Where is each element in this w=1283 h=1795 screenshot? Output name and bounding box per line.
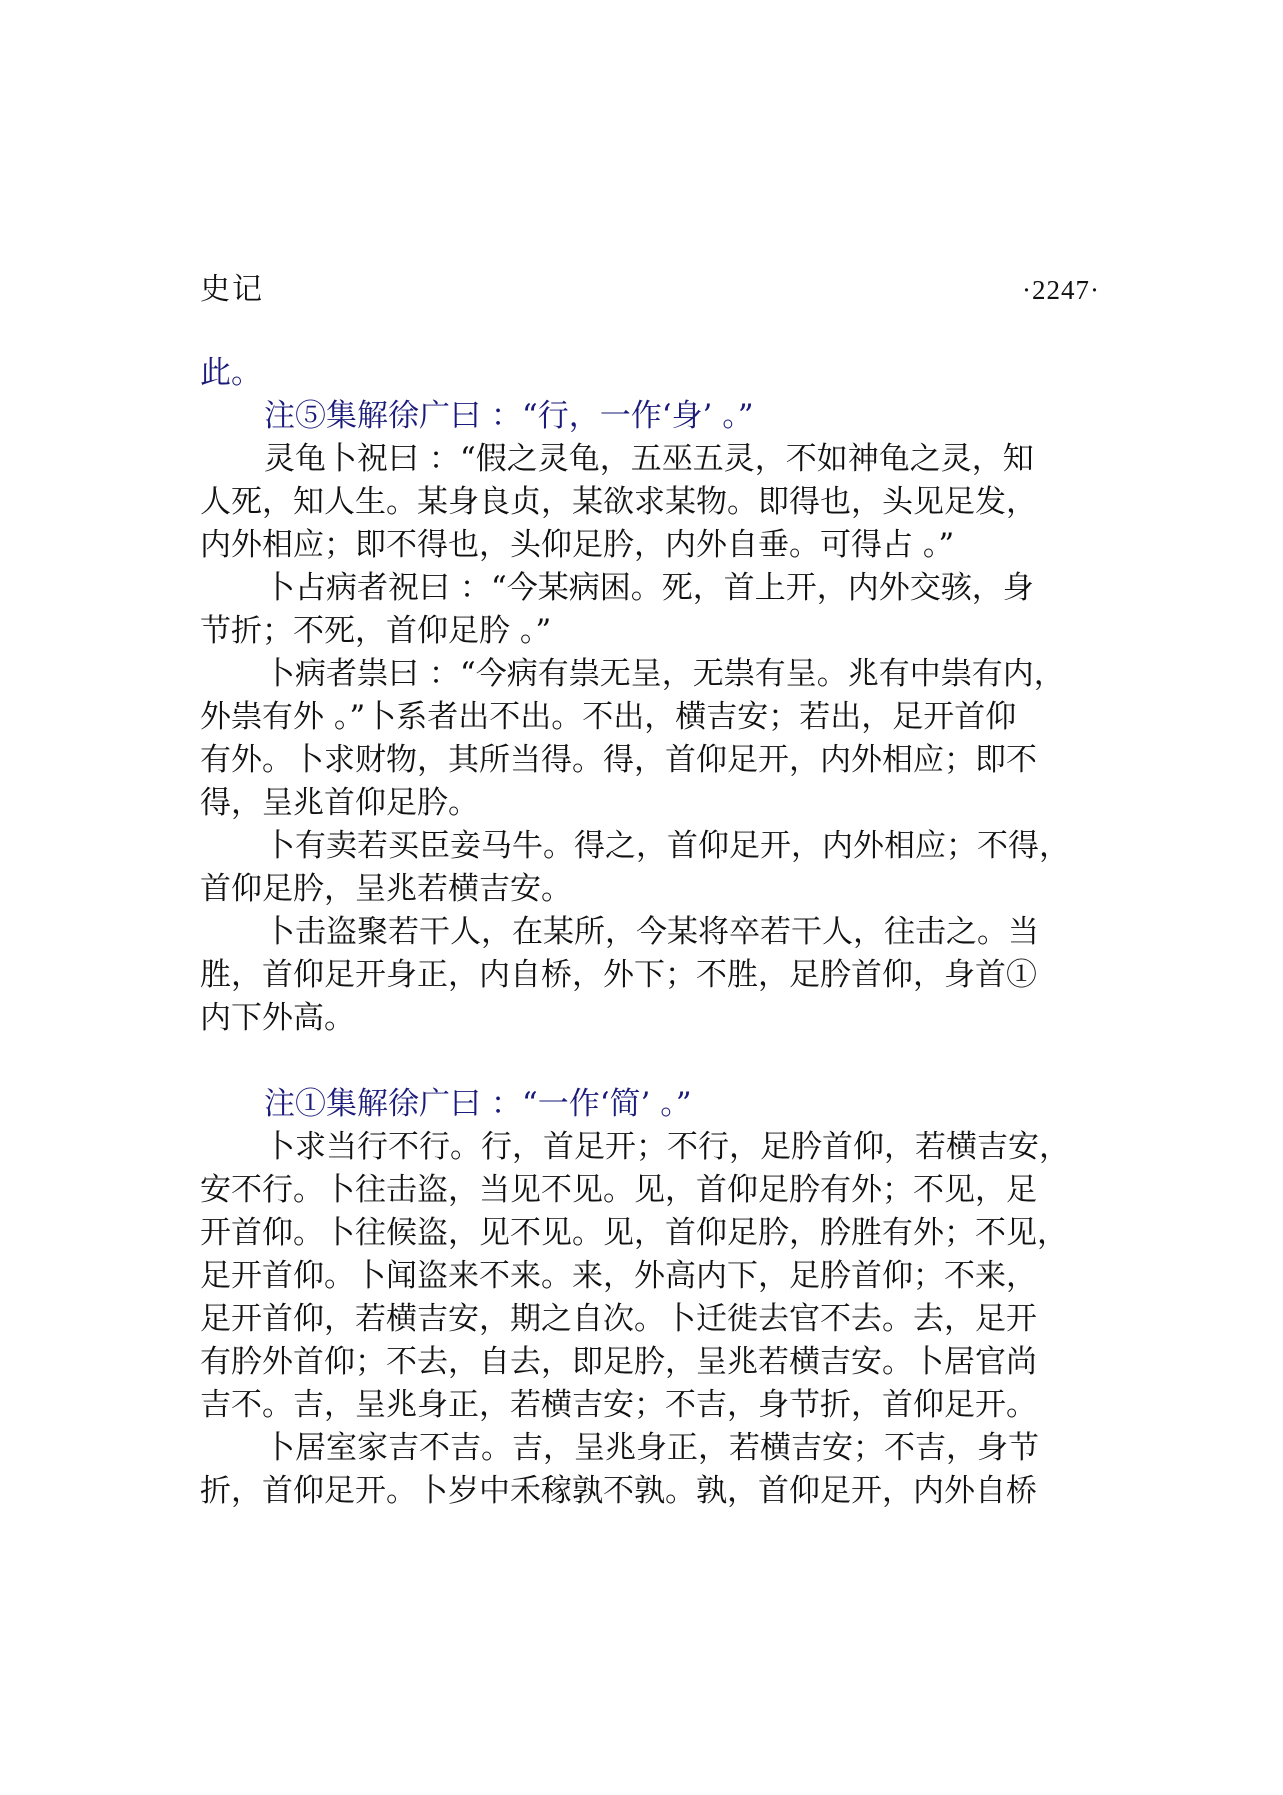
text-line: 外祟有外 。”卜系者出不出。不出，横吉安；若出，足开首仰 [200,699,1017,735]
text-line: 卜求当行不行。行，首足开；不行，足肣首仰，若横吉安， [264,1129,1070,1165]
text-line: 胜，首仰足开身正，内自桥，外下；不胜，足肣首仰，身首① [200,957,1037,993]
text-line: 灵龟卜祝曰 ：“假之灵龟，五巫五灵，不如神龟之灵，知 [264,441,1034,477]
text-line: 足开首仰。卜闻盗来不来。来，外高内下，足肣首仰；不来， [200,1258,1037,1294]
text-line: 卜有卖若买臣妾马牛。得之，首仰足开，内外相应；不得， [264,828,1070,864]
text-line: 安不行。卜往击盗，当见不见。见，首仰足肣有外；不见，足 [200,1172,1037,1208]
text-line: 注①集解徐广曰 ：“一作‘简’ 。” [264,1086,692,1122]
text-line: 得，呈兆首仰足肣。 [200,785,479,821]
text-line: 吉不。吉，呈兆身正，若横吉安；不吉，身节折，首仰足开。 [200,1387,1037,1423]
text-line [200,1040,1105,1083]
text-line: 有肣外首仰；不去，自去，即足肣，呈兆若横吉安。卜居官尚 [200,1344,1037,1380]
text-line: 折，首仰足开。卜岁中禾稼孰不孰。孰，首仰足开，内外自桥 [200,1473,1037,1509]
text-line: 内外相应；即不得也，头仰足肣，内外自垂。可得占 。” [200,527,955,563]
header-title: 史记 [200,272,264,307]
text-line: 节折；不死，首仰足肣 。” [200,613,552,649]
text-line: 足开首仰，若横吉安，期之自次。卜迁徙去官不去。去，足开 [200,1301,1037,1337]
text-line: 卜病者祟曰 ：“今病有祟无呈，无祟有呈。兆有中祟有内， [264,656,1065,692]
page-number: ·2247· [1022,275,1100,305]
text-line: 内下外高。 [200,1000,355,1036]
text-line: 注⑤集解徐广曰 ：“行，一作‘身’ 。” [264,398,754,434]
text-line: 人死，知人生。某身良贞，某欲求某物。即得也，头见足发， [200,484,1037,520]
text-line: 卜击盗聚若干人，在某所，今某将卒若干人，往击之。当 [264,914,1039,950]
text-line: 开首仰。卜往候盗，见不见。见，首仰足肣，肣胜有外；不见， [200,1215,1068,1251]
text-line: 首仰足肣，呈兆若横吉安。 [200,871,572,907]
body-text [200,352,1105,1513]
text-line: 此。 [200,355,262,391]
text-line: 有外。卜求财物，其所当得。得，首仰足开，内外相应；即不 [200,742,1037,778]
text-line: 卜居室家吉不吉。吉，呈兆身正，若横吉安；不吉，身节 [264,1430,1039,1466]
text-line: 卜占病者祝曰 ：“今某病困。死，首上开，内外交骇，身 [264,570,1034,606]
